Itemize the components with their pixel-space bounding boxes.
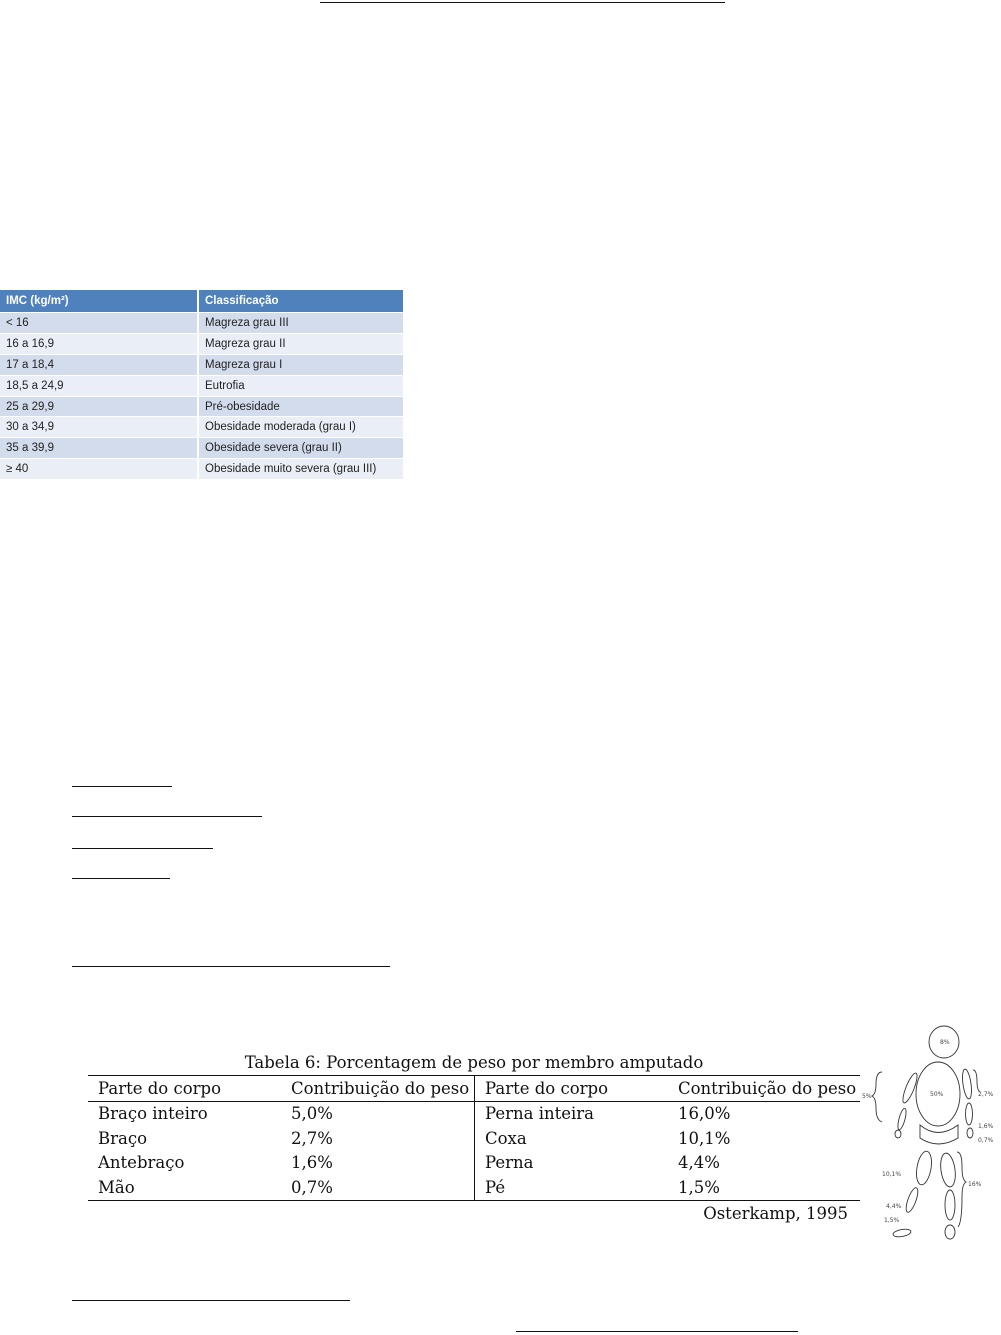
label-forearm: 1,6% bbox=[978, 1123, 994, 1130]
right-leg-shape bbox=[945, 1190, 955, 1220]
imc-cell: 18,5 a 24,9 bbox=[0, 375, 198, 396]
left-leg-shape bbox=[904, 1186, 920, 1213]
table6-cell: Coxa bbox=[475, 1126, 669, 1151]
table-row bbox=[0, 354, 403, 375]
right-hand-shape bbox=[967, 1128, 973, 1138]
table6-header: Parte do corpo bbox=[88, 1076, 281, 1102]
imc-header-row bbox=[0, 290, 403, 313]
table-row bbox=[0, 333, 403, 354]
imc-cell: Pré-obesidade bbox=[198, 396, 403, 417]
underline-bottom-left bbox=[72, 1300, 350, 1301]
left-foot-shape bbox=[893, 1228, 912, 1238]
table6-cell: Pé bbox=[475, 1175, 669, 1200]
imc-cell: 25 a 29,9 bbox=[0, 396, 198, 417]
right-foot-shape bbox=[945, 1225, 955, 1239]
body-segment-figure bbox=[862, 1022, 994, 1244]
table-row bbox=[0, 459, 403, 479]
right-forearm-shape bbox=[966, 1103, 973, 1125]
table-row bbox=[0, 417, 403, 438]
imc-cell: Magreza grau II bbox=[198, 333, 403, 354]
imc-cell: Eutrofia bbox=[198, 375, 403, 396]
label-arm-whole: 5% bbox=[862, 1093, 872, 1100]
table-row bbox=[88, 1101, 860, 1126]
underline-top bbox=[320, 2, 725, 3]
imc-cell: 16 a 16,9 bbox=[0, 333, 198, 354]
left-forearm-shape bbox=[896, 1108, 907, 1131]
underline-section bbox=[72, 966, 390, 967]
table-row bbox=[0, 438, 403, 459]
table6-header-row bbox=[88, 1076, 860, 1102]
table6-header: Contribuição do peso bbox=[281, 1076, 475, 1102]
imc-cell: < 16 bbox=[0, 313, 198, 334]
table6-header: Contribuição do peso bbox=[668, 1076, 860, 1102]
table-row bbox=[0, 313, 403, 334]
imc-cell: Obesidade moderada (grau I) bbox=[198, 417, 403, 438]
table6-cell: Perna inteira bbox=[475, 1101, 669, 1126]
table6-cell: Mão bbox=[88, 1175, 281, 1200]
right-upperarm-shape bbox=[961, 1069, 973, 1100]
table6-cell: Braço inteiro bbox=[98, 1104, 208, 1124]
label-hand: 0,7% bbox=[978, 1137, 994, 1144]
table6-cell: 1,5% bbox=[668, 1175, 860, 1200]
underline-item-3 bbox=[72, 848, 213, 849]
table6-cell: 5,0% bbox=[291, 1104, 333, 1124]
imc-cell: 17 a 18,4 bbox=[0, 354, 198, 375]
imc-cell: Magreza grau III bbox=[198, 313, 403, 334]
underline-item-2 bbox=[72, 816, 262, 817]
label-head: 8% bbox=[940, 1039, 950, 1046]
table6-cell: 1,6% bbox=[291, 1153, 333, 1173]
table6-weight-by-limb bbox=[88, 1075, 860, 1201]
imc-cell: ≥ 40 bbox=[0, 459, 198, 479]
table6-cell: 16,0% bbox=[678, 1104, 731, 1124]
imc-header-value: IMC (kg/m²) bbox=[0, 290, 198, 313]
table6-cell: Perna bbox=[475, 1151, 669, 1176]
imc-cell: 35 a 39,9 bbox=[0, 438, 198, 459]
table-row bbox=[0, 396, 403, 417]
table6-source: Osterkamp, 1995 bbox=[703, 1204, 848, 1223]
imc-header-class: Classificação bbox=[198, 290, 403, 313]
label-foot: 1,5% bbox=[884, 1217, 900, 1224]
table6-header: Parte do corpo bbox=[475, 1076, 669, 1102]
imc-cell: Obesidade muito severa (grau III) bbox=[198, 459, 403, 479]
table-row bbox=[88, 1126, 860, 1151]
left-thigh-shape bbox=[914, 1150, 934, 1186]
imc-cell: 30 a 34,9 bbox=[0, 417, 198, 438]
table-row bbox=[88, 1175, 860, 1200]
right-leg-brace bbox=[957, 1152, 966, 1227]
imc-cell: Obesidade severa (grau II) bbox=[198, 438, 403, 459]
left-arm-brace bbox=[872, 1072, 882, 1122]
table6-cell: 2,7% bbox=[291, 1128, 333, 1148]
table6-cell: 10,1% bbox=[678, 1128, 731, 1148]
label-leg-whole: 16% bbox=[968, 1181, 982, 1188]
table6-caption: Tabela 6: Porcentagem de peso por membro amputado bbox=[244, 1053, 704, 1072]
table-row bbox=[0, 375, 403, 396]
table-row bbox=[88, 1151, 860, 1176]
label-trunk: 50% bbox=[930, 1091, 944, 1098]
table6-cell: Antebraço bbox=[98, 1153, 185, 1173]
right-arm-brace bbox=[973, 1070, 980, 1092]
imc-cell: Magreza grau I bbox=[198, 354, 403, 375]
table6-cell: 0,7% bbox=[281, 1175, 475, 1200]
hip-shape bbox=[920, 1125, 958, 1144]
imc-classification-table bbox=[0, 290, 403, 479]
left-hand-shape bbox=[895, 1130, 901, 1138]
right-thigh-shape bbox=[939, 1152, 958, 1188]
underline-item-1 bbox=[72, 786, 172, 787]
label-arm: 2,7% bbox=[978, 1091, 994, 1098]
underline-bottom-right bbox=[516, 1331, 798, 1332]
table6-cell: 4,4% bbox=[678, 1153, 720, 1173]
label-thigh: 10,1% bbox=[882, 1171, 902, 1178]
underline-item-4 bbox=[72, 878, 170, 879]
label-leg: 4,4% bbox=[886, 1203, 902, 1210]
table6-cell: Braço bbox=[98, 1128, 148, 1148]
